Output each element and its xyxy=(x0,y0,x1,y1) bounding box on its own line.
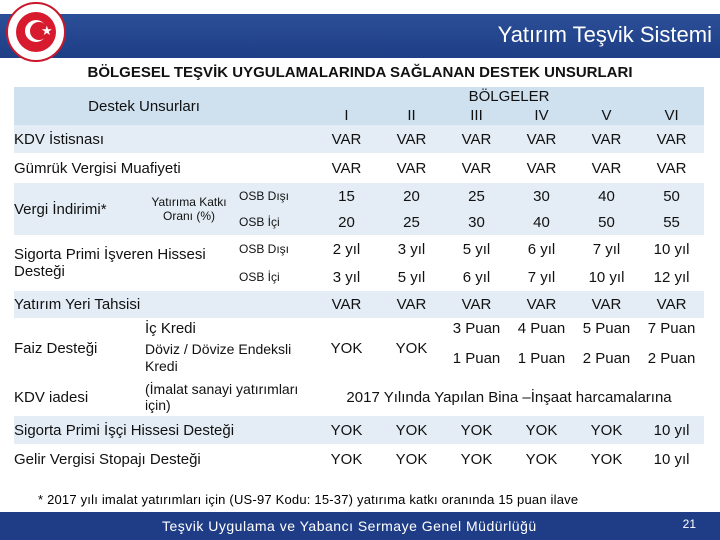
cell: YOK xyxy=(509,416,574,444)
cell: VAR xyxy=(314,291,379,318)
support-table xyxy=(14,87,704,474)
cell: VAR xyxy=(379,291,444,318)
cell: 7 yıl xyxy=(574,235,639,263)
cell: 12 yıl xyxy=(639,263,704,291)
cell: VAR xyxy=(444,291,509,318)
region-1: I xyxy=(314,105,379,125)
cell: 40 xyxy=(509,209,574,235)
cell: VAR xyxy=(639,125,704,153)
cell: YOK xyxy=(314,416,379,444)
cell: 40 xyxy=(574,183,639,209)
region-2: II xyxy=(379,105,444,125)
cell: VAR xyxy=(639,153,704,183)
cell: VAR xyxy=(509,153,574,183)
region-4: IV xyxy=(509,105,574,125)
table-row xyxy=(14,318,704,338)
cell: 3 yıl xyxy=(379,235,444,263)
cell: VAR xyxy=(574,291,639,318)
cell: 30 xyxy=(444,209,509,235)
cell: 50 xyxy=(639,183,704,209)
cell: YOK xyxy=(444,444,509,474)
cell: 25 xyxy=(444,183,509,209)
row-sublabel: Yatırıma Katkı Oranı (%) xyxy=(139,183,239,235)
cell: VAR xyxy=(574,125,639,153)
osb-ici-label: OSB İçi xyxy=(239,209,314,235)
cell: VAR xyxy=(509,125,574,153)
footer-text: Teşvik Uygulama ve Yabancı Sermaye Genel Müdürlüğü xyxy=(162,518,537,534)
cell: 7 Puan xyxy=(639,318,704,338)
cell: VAR xyxy=(314,153,379,183)
cell: VAR xyxy=(574,153,639,183)
table-row xyxy=(14,378,704,416)
page-subtitle: BÖLGESEL TEŞVİK UYGULAMALARINDA SAĞLANAN DESTEK UNSURLARI xyxy=(87,64,633,81)
cell: 2 yıl xyxy=(314,235,379,263)
cell: 5 yıl xyxy=(379,263,444,291)
table-row xyxy=(14,444,704,474)
table-row xyxy=(14,125,704,153)
row-label: Sigorta Primi İşçi Hissesi Desteği xyxy=(14,416,314,444)
region-3: III xyxy=(444,105,509,125)
row-label: Vergi İndirimi* xyxy=(14,183,139,235)
cell: 50 xyxy=(574,209,639,235)
cell: 10 yıl xyxy=(574,263,639,291)
ministry-logo-icon: ★ xyxy=(6,2,66,62)
osb-disi-label: OSB Dışı xyxy=(239,235,314,263)
row-sublabel: (İmalat sanayi yatırımları için) xyxy=(139,378,314,416)
cell: 7 yıl xyxy=(509,263,574,291)
cell: 10 yıl xyxy=(639,416,704,444)
ic-kredi-label: İç Kredi xyxy=(139,318,314,338)
cell: VAR xyxy=(379,153,444,183)
row-label: Sigorta Primi İşveren Hissesi Desteği xyxy=(14,235,239,291)
cell: 5 yıl xyxy=(444,235,509,263)
cell: 6 yıl xyxy=(509,235,574,263)
cell: 3 Puan xyxy=(444,318,509,338)
kdv-iadesi-value: 2017 Yılında Yapılan Bina –İnşaat harcamalarına xyxy=(314,378,704,416)
row-label: KDV iadesi xyxy=(14,378,139,416)
cell: 20 xyxy=(379,183,444,209)
table-row xyxy=(14,416,704,444)
cell: YOK xyxy=(379,318,444,378)
cell: YOK xyxy=(379,444,444,474)
cell: YOK xyxy=(444,416,509,444)
cell: 25 xyxy=(379,209,444,235)
table-row xyxy=(14,153,704,183)
cell: 55 xyxy=(639,209,704,235)
region-5: V xyxy=(574,105,639,125)
header xyxy=(0,0,720,58)
cell: YOK xyxy=(509,444,574,474)
cell: 2 Puan xyxy=(639,338,704,378)
cell: 1 Puan xyxy=(509,338,574,378)
cell: 30 xyxy=(509,183,574,209)
cell: 10 yıl xyxy=(639,235,704,263)
row-label: KDV İstisnası xyxy=(14,125,314,153)
page-number: 21 xyxy=(682,517,696,531)
cell: 1 Puan xyxy=(444,338,509,378)
osb-disi-label: OSB Dışı xyxy=(239,183,314,209)
table-row xyxy=(14,291,704,318)
table-row xyxy=(14,235,704,263)
cell: 15 xyxy=(314,183,379,209)
cell: VAR xyxy=(639,291,704,318)
cell: 6 yıl xyxy=(444,263,509,291)
cell: YOK xyxy=(574,444,639,474)
row-label: Gelir Vergisi Stopajı Desteği xyxy=(14,444,314,474)
cell: 2 Puan xyxy=(574,338,639,378)
doviz-label: Döviz / Dövize Endeksli Kredi xyxy=(139,338,314,378)
regions-label: BÖLGELER xyxy=(314,87,704,105)
table-row xyxy=(14,183,704,209)
cell: 5 Puan xyxy=(574,318,639,338)
osb-ici-label: OSB İçi xyxy=(239,263,314,291)
cell: VAR xyxy=(314,125,379,153)
header-title: Yatırım Teşvik Sistemi xyxy=(497,22,712,47)
row-label: Faiz Desteği xyxy=(14,318,139,378)
cell: VAR xyxy=(444,153,509,183)
cell: YOK xyxy=(314,444,379,474)
col-header: Destek Unsurları xyxy=(14,87,314,125)
region-6: VI xyxy=(639,105,704,125)
cell: 4 Puan xyxy=(509,318,574,338)
cell: YOK xyxy=(314,318,379,378)
cell: VAR xyxy=(444,125,509,153)
cell: VAR xyxy=(379,125,444,153)
cell: 10 yıl xyxy=(639,444,704,474)
cell: 3 yıl xyxy=(314,263,379,291)
cell: VAR xyxy=(509,291,574,318)
footnote: * 2017 yılı imalat yatırımları için (US-97 Kodu: 15-37) yatırıma katkı oranında 15 puan ilave xyxy=(38,492,579,507)
cell: YOK xyxy=(574,416,639,444)
cell: 20 xyxy=(314,209,379,235)
cell: YOK xyxy=(379,416,444,444)
row-label: Gümrük Vergisi Muafiyeti xyxy=(14,153,314,183)
row-label: Yatırım Yeri Tahsisi xyxy=(14,291,314,318)
